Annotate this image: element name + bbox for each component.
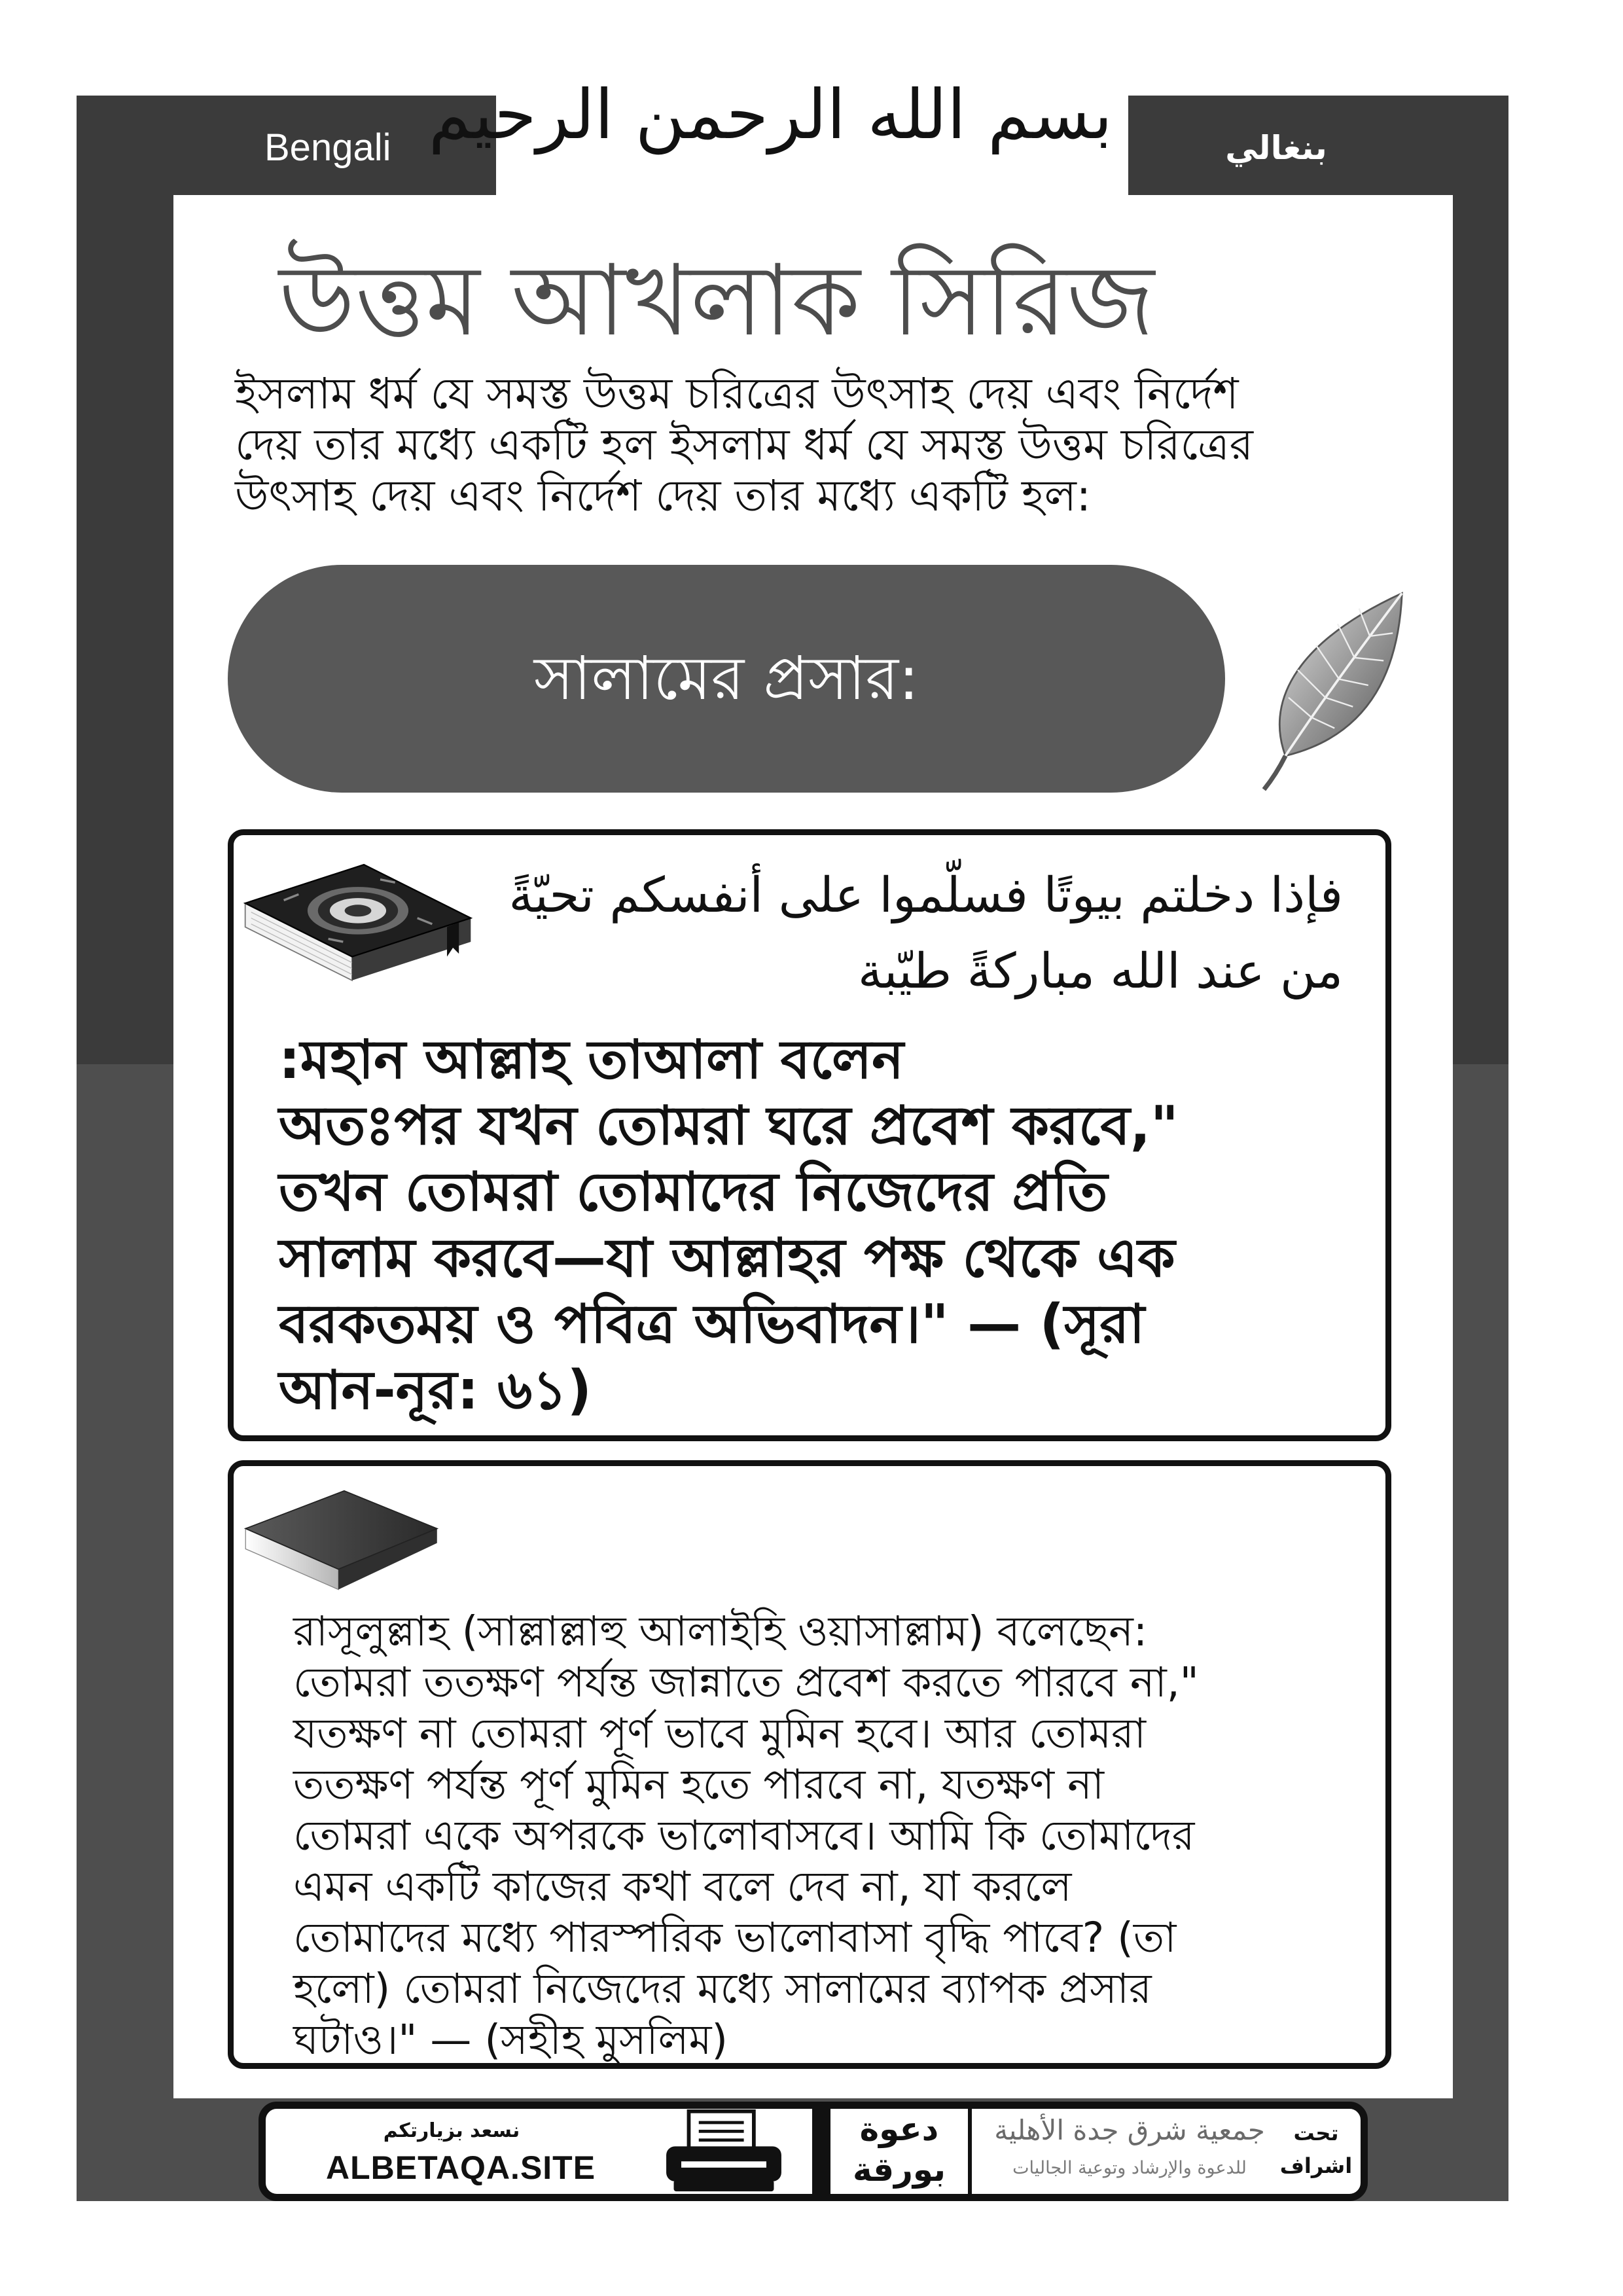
arabic-verse <box>484 857 1343 1009</box>
kufic-logo <box>830 2109 972 2194</box>
kufic-logo-line: بورقة <box>853 2151 946 2189</box>
quran-translation-line: অতঃপর যখন তোমরা ঘরে প্রবেশ করবে," <box>279 1095 1179 1157</box>
footer-tagline: نسعد بزيارتكم <box>383 2119 520 2142</box>
hadith-line: ততক্ষণ পর্যন্ত পূর্ণ মুমিন হতে পারবে না, যতক্ষণ না <box>293 1761 1105 1808</box>
quran-translation-line: আন-নূর: ৬১) <box>279 1359 592 1422</box>
hadith-line: তোমাদের মধ্যে পারস্পরিক ভালোবাসা বৃদ্ধি পাবে? (তা <box>293 1914 1177 1962</box>
hadith-card <box>228 1460 1391 2069</box>
quran-translation-line: বরকতময় ও পবিত্র অভিবাদন।" — (সূরা <box>279 1293 1145 1355</box>
topic-pill <box>228 565 1225 793</box>
quran-book-icon <box>239 859 477 986</box>
hadith-line: তোমরা ততক্ষণ পর্যন্ত জান্নাতে প্রবেশ করতে পারবে না," <box>293 1659 1199 1706</box>
quran-translation <box>279 1027 1378 1424</box>
printer-icon <box>658 2109 789 2194</box>
closed-book-icon <box>242 1485 440 1592</box>
quran-translation-line: :মহান আল্লাহ তাআলা বলেন <box>279 1029 904 1091</box>
intro-line: দেয় তার মধ্যে একটি হল ইসলাম ধর্ম যে সমস্ত উত্তম চরিত্রের <box>235 420 1253 470</box>
language-label-arabic: بنغالي <box>1225 129 1327 167</box>
supervision-line: تحت <box>1293 2121 1339 2145</box>
quran-translation-line: সালাম করবে—যা আল্লাহর পক্ষ থেকে এক <box>279 1227 1175 1289</box>
hadith-text <box>293 1606 1380 2066</box>
hadith-line: ঘটাও।" — (সহীহ মুসলিম) <box>293 2016 728 2064</box>
quran-translation-line: তখন তোমরা তোমাদের নিজেদের প্রতি <box>279 1161 1108 1223</box>
footer-site: ALBETAQA.SITE <box>326 2149 596 2186</box>
page-title: উত্তম আখলাক সিরিজ <box>279 244 1155 358</box>
topic-label: সালামের প্রসার: <box>533 643 919 713</box>
hadith-line: এমন একটি কাজের কথা বলে দেব না, যা করলে <box>293 1863 1072 1910</box>
intro-line: ইসলাম ধর্ম যে সমস্ত উত্তম চরিত্রের উৎসাহ দেয় এবং নির্দেশ <box>235 368 1239 419</box>
intro-line: উৎসাহ দেয় এবং নির্দেশ দেয় তার মধ্যে একটি হল: <box>235 471 1092 521</box>
language-label-english: Bengali <box>264 126 391 169</box>
hadith-line: হলো) তোমরা নিজেদের মধ্যে সালামের ব্যাপক প্রসার <box>293 1965 1152 2013</box>
hadith-line: যতক্ষণ না তোমরা পূর্ণ ভাবে মুমিন হবে। আর তোমরা <box>293 1710 1146 1757</box>
quran-verse-card <box>228 829 1391 1441</box>
arabic-verse-line: من عند الله مباركةً طيّبة <box>857 943 1343 999</box>
supervision-line: اشراف <box>1279 2153 1353 2178</box>
footer-bar <box>259 2102 1368 2201</box>
supervision-label <box>1277 2117 1355 2182</box>
hadith-line: তোমরা একে অপরকে ভালোবাসবে। আমি কি তোমাদের <box>293 1812 1195 1859</box>
organization-name: جمعية شرق جدة الأهلية <box>994 2114 1265 2146</box>
organization-subtitle: للدعوة والإرشاد وتوعية الجاليات <box>1012 2158 1247 2178</box>
hadith-line: রাসূলুল্লাহ (সাল্লাল্লাহু আলাইহি ওয়াসাল্লাম) বলেছেন: <box>293 1607 1148 1655</box>
arabic-verse-line: فإذا دخلتم بيوتًا فسلّموا على أنفسكم تحيّةً <box>508 867 1343 924</box>
intro-paragraph <box>235 368 1426 522</box>
footer-divider <box>812 2109 830 2194</box>
kufic-logo-line: دعوة <box>859 2110 939 2148</box>
leaf-icon <box>1255 587 1408 793</box>
bismillah-calligraphy: بسم الله الرحمن الرحيم <box>428 75 1113 154</box>
organization-logo <box>986 2109 1274 2194</box>
